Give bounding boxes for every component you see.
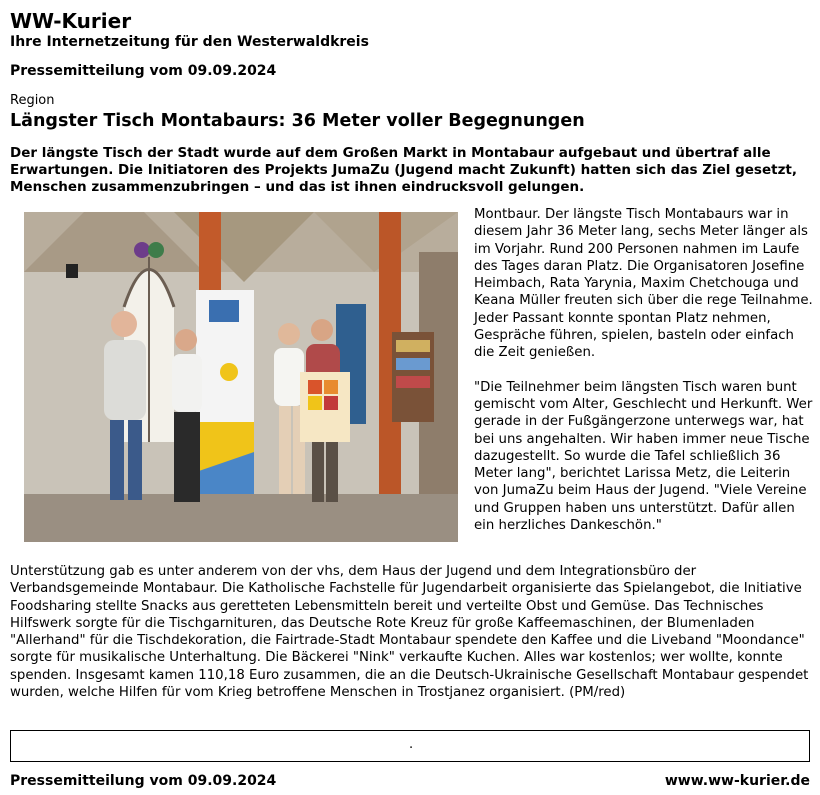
article-side-column [474,206,814,551]
article-category: Region [10,93,55,108]
site-subtitle: Ihre Internetzeitung für den Westerwaldkreis [10,34,369,50]
footer-site-url[interactable]: www.ww-kurier.de [664,773,810,789]
article-paragraph-1: Montbaur. Der längste Tisch Montabaurs war in diesem Jahr 36 Meter lang, sechs Meter länger als im Vorjahr. Rund 200 Personen nahmen im Laufe des Tages daran Platz. Die Organisatoren Josefine Heimbach, Rata Yarynia, Maxim Chetchouga und Keana Müller freuten sich über die rege Teilnahme. Jeder Passant konnte spontan Platz nehmen, Gespräche führen, spielen, basteln oder einfach die Zeit genießen. [474,207,813,361]
site-title: WW-Kurier [10,9,132,33]
article-paragraph-2: "Die Teilnehmer beim längsten Tisch waren bunt gemischt vom Alter, Geschlecht und Herkunft. Wer gerade in der Fußgängerzone unterwegs war, hat bei uns angehalten. Wir haben immer neue Tische dazugestellt. So wurde die Tafel schließlich 36 Meter lang", berichtet Larissa Metz, die Leiterin von JumaZu beim Haus der Jugend. "Viele Vereine und Gruppen haben uns unterstützt. Dafür allen ein herzliches Dankeschön." [474,379,813,534]
article-photo [24,212,458,542]
footer-press-release-date: Pressemitteilung vom 09.09.2024 [10,773,277,789]
ad-placeholder-text: . [409,737,414,752]
article-headline: Längster Tisch Montabaurs: 36 Meter voller Begegnungen [10,111,585,131]
ad-placeholder-box [10,730,810,762]
article-paragraph-3: Unterstützung gab es unter anderem von der vhs, dem Haus der Jugend und dem Integrationsbüro der Verbandsgemeinde Montabaur. Die Katholische Fachstelle für Jugendarbeit organisierte das Spielangebot, die Initiative Foodsharing stellte Snacks aus geretteten Lebensmitteln bereit und verteilte Obst und Gemüse. Das Technisches Hilfswerk sorgte für die Tischgarnituren, das Deutsche Rote Kreuz für große Kaffeemaschinen, der Blumenladen "Allerhand" für die Tischdekoration, die Fairtrade-Stadt Montabaur spendete den Kaffee und die Liveband "Moondance" sorgte für musikalische Unterhaltung. Die Bäckerei "Nink" verkaufte Kuchen. Alles war kostenlos; wer wollte, konnte spenden. Insgesamt kamen 110,18 Euro zusammen, die an die Deutsch-Ukrainische Gesellschaft Montabaur gespendet wurden, welche Hilfen für vom Krieg betroffene Menschen in Trostjanez organisiert. (PM/red) [10,564,809,701]
press-release-date: Pressemitteilung vom 09.09.2024 [10,63,277,79]
article-lead: Der längste Tisch der Stadt wurde auf dem Großen Markt in Montabaur aufgebaut und übertraf alle Erwartungen. Die Initiatoren des Projekts JumaZu (Jugend macht Zukunft) hatten sich das Ziel gesetzt, Menschen zusammenzubringen – und das ist ihnen eindrucksvoll gelungen. [10,145,798,195]
